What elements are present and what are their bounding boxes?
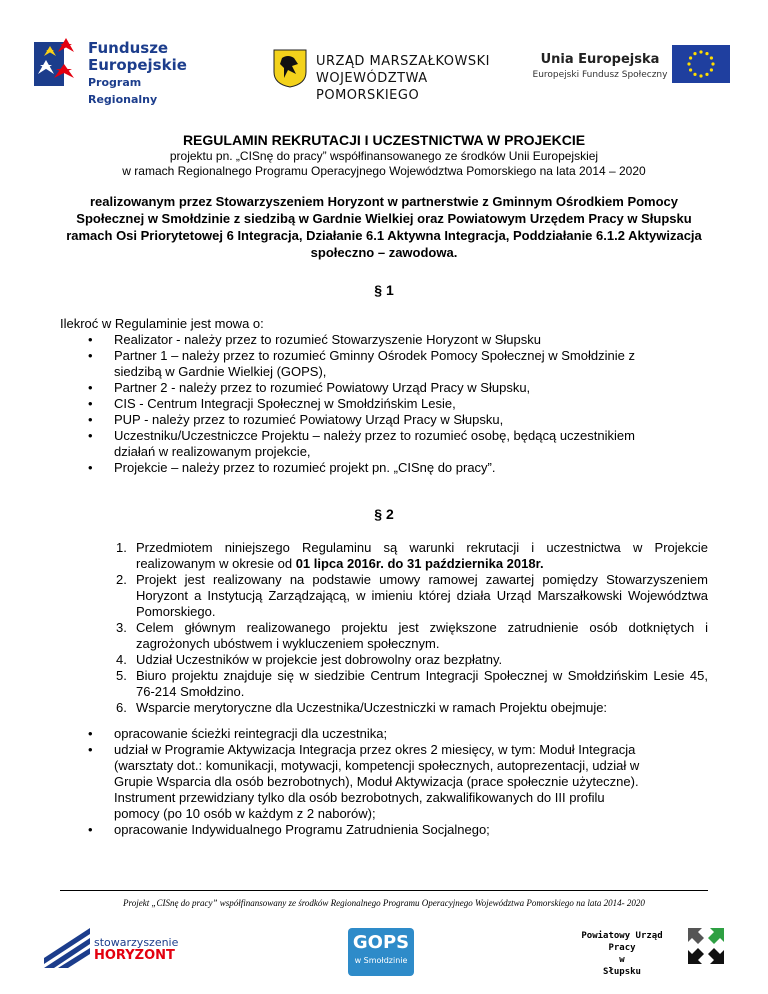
horyzont-line2: HORYZONT <box>94 948 175 963</box>
list-item: 6. Wsparcie merytoryczne dla Uczestnika/Uczestniczki w ramach Projektu obejmuje: <box>116 700 608 715</box>
document-intro: realizowanym przez Stowarzyszeniem Horyzont w partnerstwie z Gminnym Ośrodkiem Pomocy Społecznej w Smołdzinie z siedzibą w Gardnie Wielkiej oraz Powiatowym Urzędem Pracy w Słupsku ramach Osi Priorytetowej 6 Integracja, Działanie 6.1 Aktywna Integracja, Poddziałanie 6.1.2 Aktywizacja społeczno – zawodowa. <box>66 194 702 260</box>
ue-line2: Europejski Fundusz Społeczny <box>532 70 668 80</box>
list-item: 3. Celem głównym realizowanego projektu jest zwiększone zatrudnienie osób dotkniętych i zagrożonych ubóstwem i wykluczeniem społecznym. <box>116 620 708 651</box>
numbered-list <box>60 540 708 716</box>
um-line1: URZĄD MARSZAŁKOWSKI <box>316 54 490 69</box>
pup-line3: Słupsku <box>603 967 641 977</box>
gops-label: GOPS <box>352 932 410 953</box>
pup-line2: w <box>619 955 625 965</box>
list-item: • opracowanie ścieżki reintegracji dla uczestnika; <box>60 726 650 742</box>
item1-dates: 01 lipca 2016r. do 31 października 2018r. <box>295 556 544 571</box>
fe-line2: Europejskie <box>88 56 187 74</box>
section-1 <box>60 316 708 476</box>
pup-label <box>566 930 678 978</box>
section-1-lead: Ilekroć w Regulaminie jest mowa o: <box>60 316 264 331</box>
support-list <box>60 726 650 838</box>
document-subtitle-1: projektu pn. „CISnę do pracy” współfinansowanego ze środków Unii Europejskiej <box>169 149 599 163</box>
unia-europejska-label <box>530 52 670 80</box>
item-text: Projekt jest realizowany na podstawie umowy ramowej zawartej pomiędzy Stowarzyszeniem Horyzont a Instytucją Zarządzającą, w imieniu której działa Urząd Marszałkowski Województwa Pomorskiego. <box>136 572 708 619</box>
list-item: • Realizator - należy przez to rozumieć Stowarzyszenie Horyzont w Słupsku <box>60 332 670 348</box>
item-text: Wsparcie merytoryczne dla Uczestnika/Uczestniczki w ramach Projektu obejmuje: <box>136 700 608 715</box>
fe-star-icon <box>30 34 86 94</box>
gops-logo <box>348 928 414 976</box>
document-title: REGULAMIN REKRUTACJI I UCZESTNICTWA W PROJEKCIE <box>182 132 586 148</box>
horyzont-logo <box>44 928 184 972</box>
definitions-list <box>60 332 670 476</box>
fe-line3: Program Regionalny <box>88 76 158 106</box>
list-item: • CIS - Centrum Integracji Społecznej w Smołdzińskim Lesie, <box>60 396 670 412</box>
eu-flag-icon <box>672 45 730 83</box>
list-item: • Uczestniku/Uczestniczce Projektu – należy przez to rozumieć osobę, będącą uczestnikiem działań w realizowanym projekcie, <box>60 428 670 460</box>
section-1-heading: § 1 <box>374 282 394 298</box>
item-text: Udział Uczestników w projekcie jest dobrowolny oraz bezpłatny. <box>136 652 503 667</box>
list-item: • PUP - należy przez to rozumieć Powiatowy Urząd Pracy w Słupsku, <box>60 412 670 428</box>
footer-divider <box>60 890 708 891</box>
urzad-marszalkowski-logo <box>270 48 510 103</box>
horyzont-line1: stowarzyszenie <box>94 936 179 949</box>
griffin-shield-icon <box>272 48 308 88</box>
um-line2: WOJEWÓDZTWA POMORSKIEGO <box>316 71 428 103</box>
section-2 <box>60 540 708 716</box>
section-2-heading: § 2 <box>374 506 394 522</box>
fundusze-europejskie-logo <box>30 30 200 106</box>
list-item: 5. Biuro projektu znajduje się w siedzibie Centrum Integracji Społecznej w Smołdzińskim Lesie 45, 76-214 Smołdzino. <box>116 668 708 699</box>
list-item: • Partner 2 - należy przez to rozumieć Powiatowy Urząd Pracy w Słupsku, <box>60 380 670 396</box>
list-item: 2. Projekt jest realizowany na podstawie umowy ramowej zawartej pomiędzy Stowarzyszeniem Horyzont a Instytucją Zarządzającą, w imieniu której działa Urząd Marszałkowski Województwa Pomorskiego. <box>116 572 708 619</box>
item-text: Biuro projektu znajduje się w siedzibie Centrum Integracji Społecznej w Smołdzińskim Lesie 45, 76-214 Smołdzino. <box>136 668 708 699</box>
item1-text: Przedmiotem niniejszego Regulaminu są warunki rekrutacji i uczestnictwa w Projekcie realizowanym w okresie od <box>136 540 708 571</box>
list-item: • Projekcie – należy przez to rozumieć projekt pn. „CISnę do pracy”. <box>60 460 670 476</box>
gops-sub: w Smołdzinie <box>354 956 408 965</box>
support-list-block <box>60 726 708 838</box>
fe-line1: Fundusze <box>88 39 169 57</box>
pup-arrows-icon <box>686 926 726 966</box>
list-item: • Partner 1 – należy przez to rozumieć Gminny Ośrodek Pomocy Społecznej w Smołdzinie z siedzibą w Gardnie Wielkiej (GOPS), <box>60 348 670 380</box>
ue-line1: Unia Europejska <box>540 52 660 67</box>
footer-text: Projekt „CISnę do pracy” współfinansowany ze środków Regionalnego Programu Operacyjnego Województwa Pomorskiego na lata 2014- 2020 <box>123 898 645 908</box>
item-text: Celem głównym realizowanego projektu jest zwiększone zatrudnienie osób dotkniętych i zagrożonych ubóstwem i wykluczeniem społecznym. <box>136 620 708 651</box>
horyzont-stripes-icon <box>44 928 90 968</box>
list-item: • opracowanie Indywidualnego Programu Zatrudnienia Socjalnego; <box>60 822 650 838</box>
list-item: 4. Udział Uczestników w projekcie jest dobrowolny oraz bezpłatny. <box>116 652 503 667</box>
list-item: • udział w Programie Aktywizacja Integracja przez okres 2 miesięcy, w tym: Moduł Integracja (warsztaty dot.: komunikacji, motywacji, kompetencji społecznych, autoprezentacji, udział w Grupie Wsparcia dla osób bezrobotnych), Moduł Aktywizacja (prace społecznie użyteczne). Instrument przewidziany tylko dla osób bezrobotnych, zakwalifikowanych do III profilu pomocy (po 10 osób w każdym z 2 naborów); <box>60 742 650 822</box>
document-heading <box>60 132 708 261</box>
pup-line1: Powiatowy Urząd Pracy <box>581 931 663 953</box>
list-item: 1. Przedmiotem niniejszego Regulaminu są warunki rekrutacji i uczestnictwa w Projekcie realizowanym w okresie od 01 lipca 2016r. do 31 października 2018r. <box>116 540 708 571</box>
document-subtitle-2: w ramach Regionalnego Programu Operacyjnego Województwa Pomorskiego na lata 2014 – 2020 <box>122 164 646 178</box>
